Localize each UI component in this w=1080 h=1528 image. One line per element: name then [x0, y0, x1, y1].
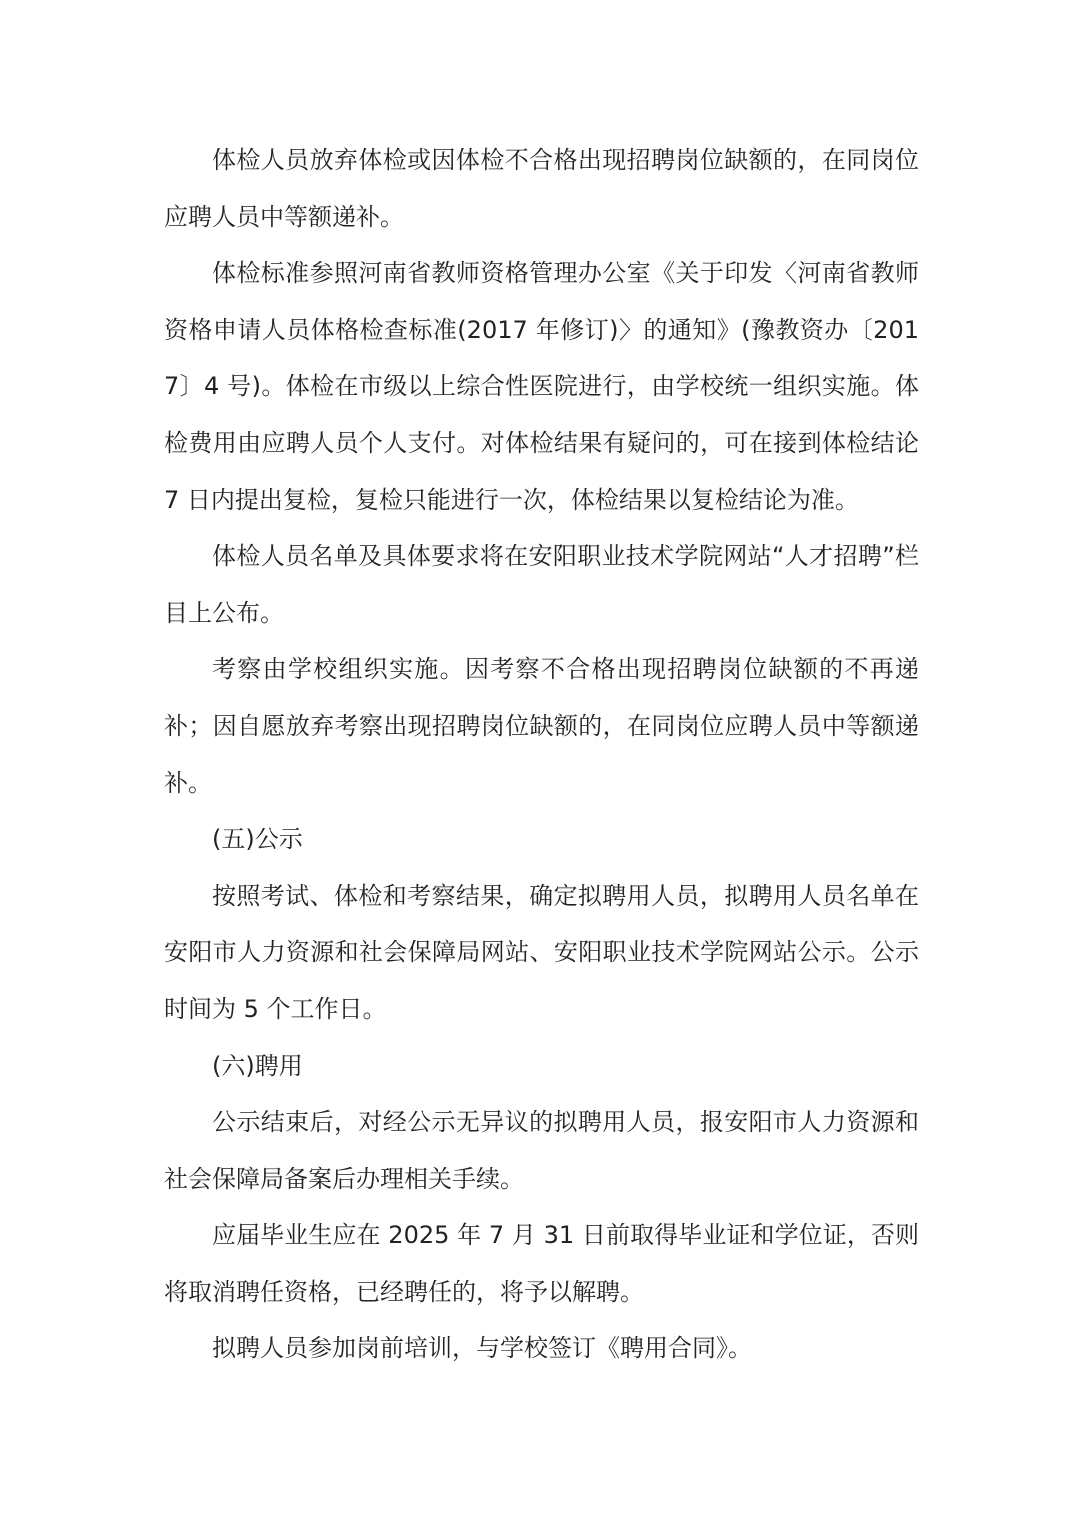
paragraph-publicity: 按照考试、体检和考察结果，确定拟聘用人员，拟聘用人员名单在安阳市人力资源和社会保障局网站、安阳职业技术学院网站公示。公示时间为 5 个工作日。 — [164, 881, 919, 1023]
document-page — [164, 132, 919, 1377]
paragraph-employment-filing: 公示结束后，对经公示无异议的拟聘用人员，报安阳市人力资源和社会保障局备案后办理相关手续。 — [164, 1108, 919, 1193]
section-heading-publicity: (五)公示 — [212, 825, 303, 854]
paragraph-physical-exam-list: 体检人员名单及具体要求将在安阳职业技术学院网站“人才招聘”栏目上公布。 — [164, 542, 919, 627]
paragraph-inspection: 考察由学校组织实施。因考察不合格出现招聘岗位缺额的不再递补；因自愿放弃考察出现招聘岗位缺额的，在同岗位应聘人员中等额递补。 — [164, 655, 919, 797]
paragraph-graduate-requirement: 应届毕业生应在 2025 年 7 月 31 日前取得毕业证和学位证，否则将取消聘任资格，已经聘任的，将予以解聘。 — [164, 1221, 919, 1306]
paragraph-physical-exam-standard: 体检标准参照河南省教师资格管理办公室《关于印发〈河南省教师资格申请人员体格检查标准(2017 年修订)〉的通知》(豫教资办〔2017〕4 号)。体检在市级以上综合性医院进行，由学校统一组织实施。体检费用由应聘人员个人支付。对体检结果有疑问的，可在接到体检结论 7 日内提出复检，复检只能进行一次，体检结果以复检结论为准。 — [164, 259, 919, 514]
paragraph-training-contract: 拟聘人员参加岗前培训，与学校签订《聘用合同》。 — [212, 1334, 752, 1363]
paragraph-physical-exam-vacancy: 体检人员放弃体检或因体检不合格出现招聘岗位缺额的，在同岗位应聘人员中等额递补。 — [164, 146, 919, 231]
section-heading-employment: (六)聘用 — [212, 1051, 303, 1080]
